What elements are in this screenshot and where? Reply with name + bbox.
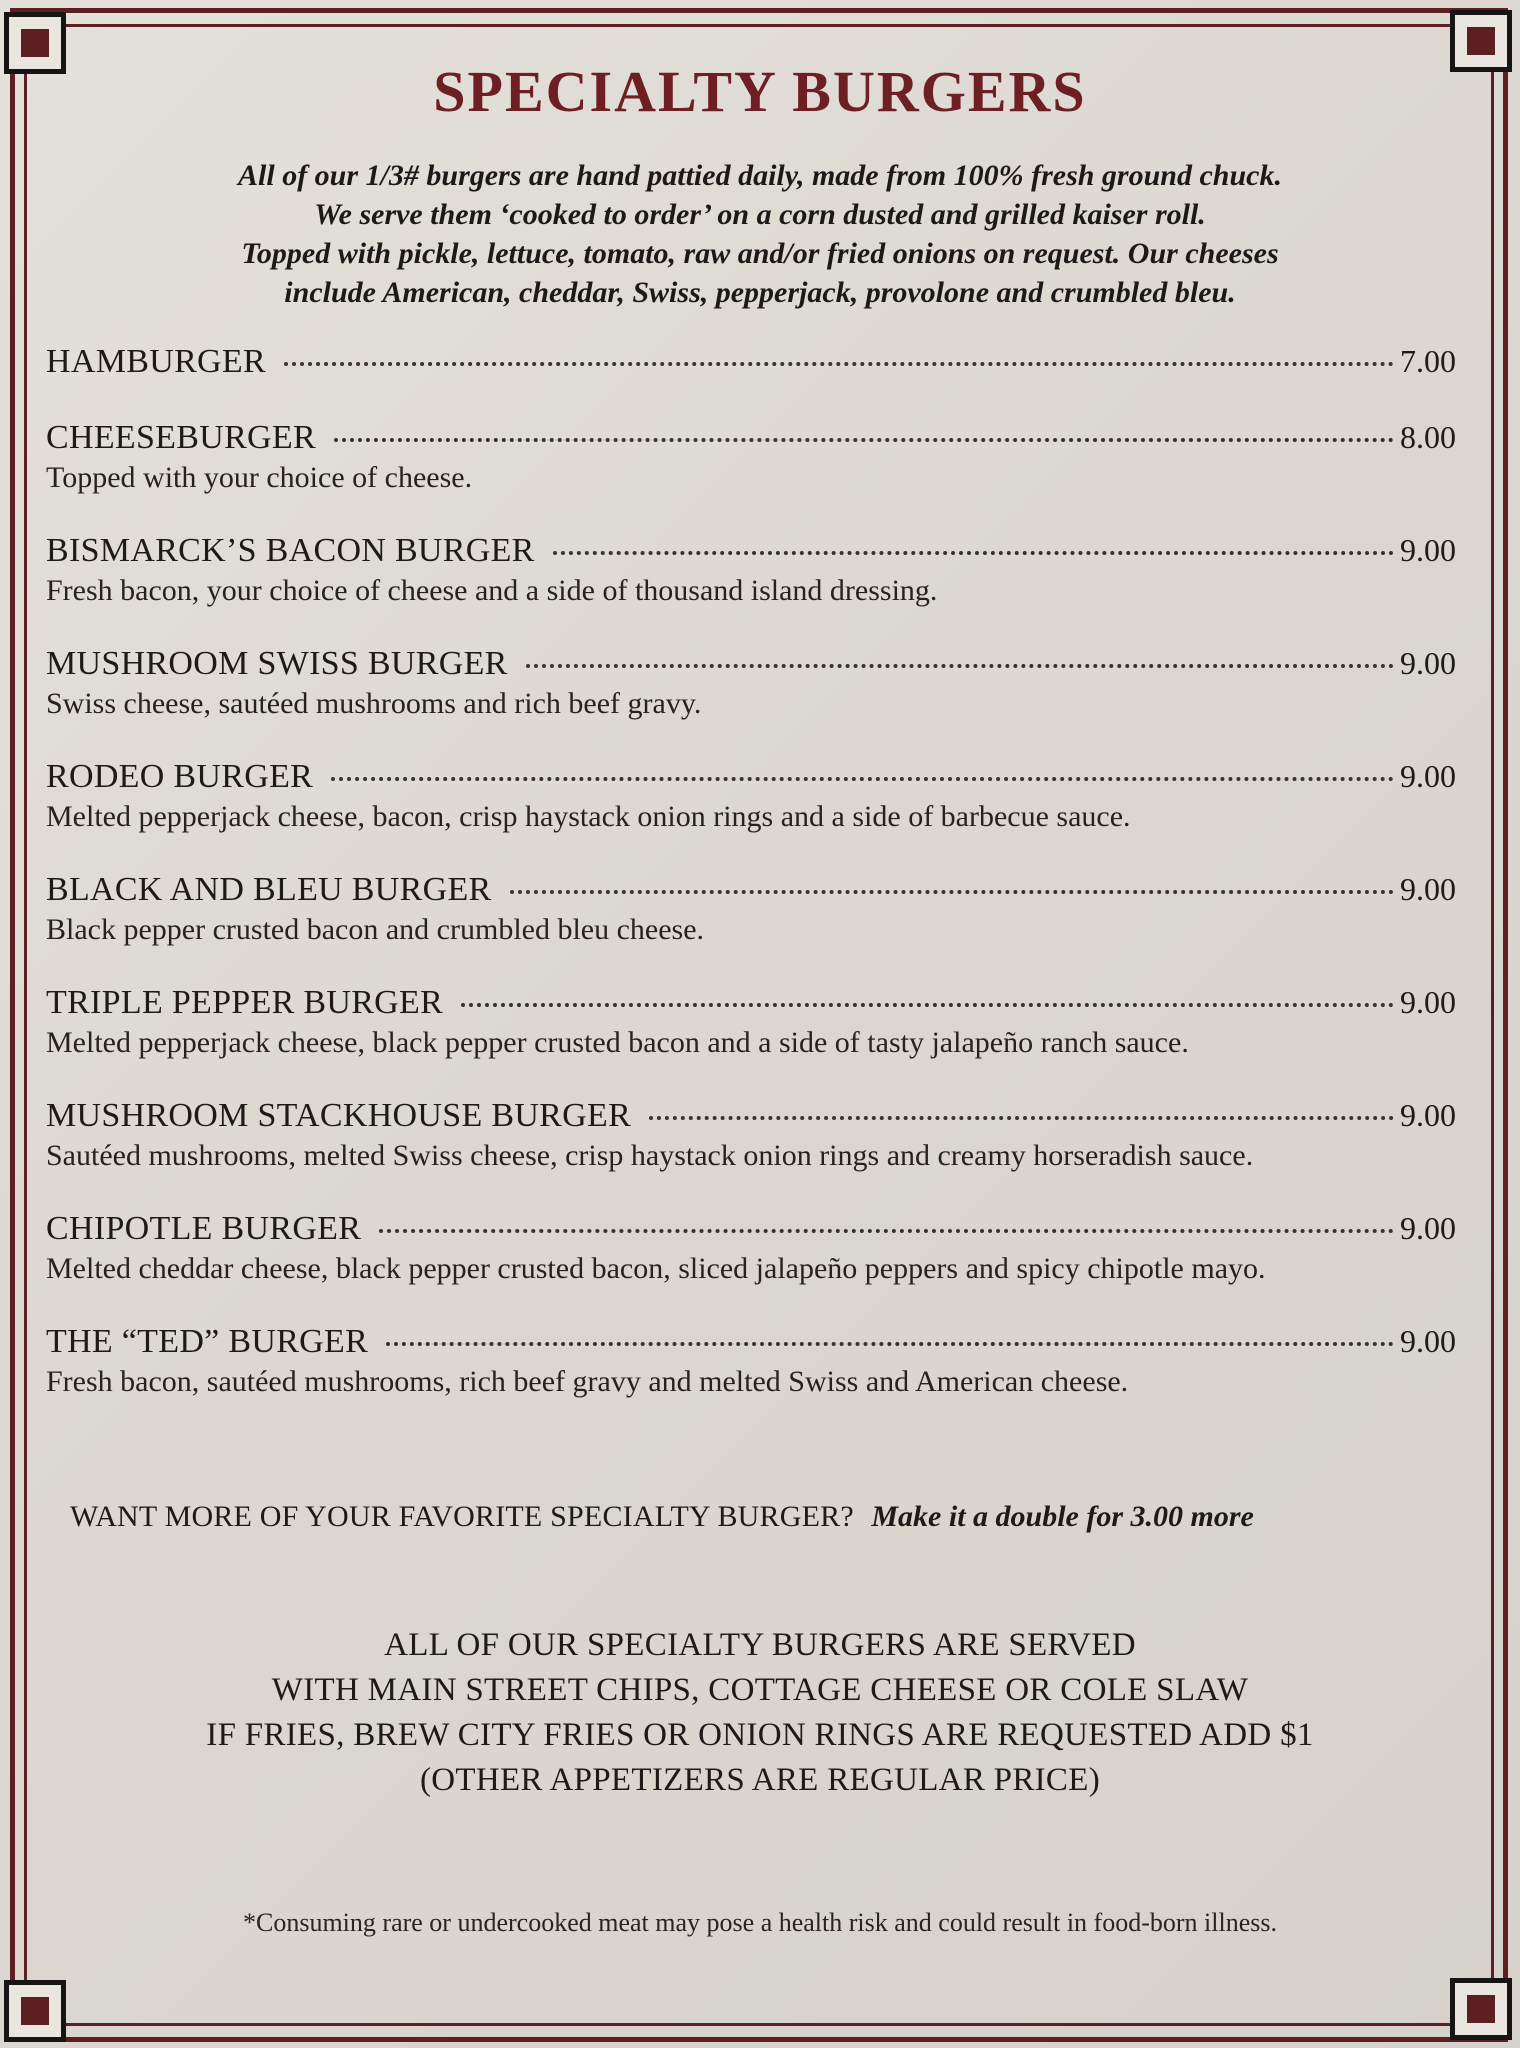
menu-item-chipotle-burger xyxy=(46,1207,1456,1287)
intro-line: All of our 1/3# burgers are hand pattied daily, made from 100% fresh ground chuck. xyxy=(238,159,1282,192)
item-name: RODEO BURGER xyxy=(46,758,314,795)
item-price: 9.00 xyxy=(1400,1323,1456,1359)
item-name: HAMBURGER xyxy=(46,343,266,380)
item-name: BISMARCK’S BACON BURGER xyxy=(46,532,535,569)
item-name: MUSHROOM SWISS BURGER xyxy=(46,645,508,682)
corner-ornament-bottom-left xyxy=(4,1980,66,2042)
item-price: 7.00 xyxy=(1400,343,1456,379)
sides-notice xyxy=(0,1623,1520,1803)
item-description: Sautéed mushrooms, melted Swiss cheese, crisp haystack onion rings and creamy horseradish sauce. xyxy=(46,1139,1254,1172)
intro-text xyxy=(80,156,1440,312)
intro-line: Topped with pickle, lettuce, tomato, raw and/or fried onions on request. Our cheeses xyxy=(241,237,1279,270)
item-price: 9.00 xyxy=(1400,1097,1456,1133)
dot-leader xyxy=(461,1003,1394,1007)
dot-leader xyxy=(331,777,1394,781)
dot-leader xyxy=(386,1342,1394,1346)
item-description: Black pepper crusted bacon and crumbled bleu cheese. xyxy=(46,913,705,946)
item-description: Fresh bacon, your choice of cheese and a side of thousand island dressing. xyxy=(46,574,938,607)
menu-item-list xyxy=(46,340,1456,1433)
item-name: MUSHROOM STACKHOUSE BURGER xyxy=(46,1097,632,1134)
item-name: TRIPLE PEPPER BURGER xyxy=(46,984,444,1021)
dot-leader xyxy=(526,664,1394,668)
item-description: Fresh bacon, sautéed mushrooms, rich beef gravy and melted Swiss and American cheese. xyxy=(46,1365,1129,1398)
health-disclaimer: *Consuming rare or undercooked meat may pose a health risk and could result in food-born illness. xyxy=(243,1908,1277,1937)
menu-item-rodeo-burger xyxy=(46,755,1456,835)
menu-item-ted-burger xyxy=(46,1320,1456,1400)
item-name: BLACK AND BLEU BURGER xyxy=(46,871,492,908)
dot-leader xyxy=(510,890,1395,894)
item-description: Melted pepperjack cheese, bacon, crisp haystack onion rings and a side of barbecue sauce. xyxy=(46,800,1131,833)
page-title: SPECIALTY BURGERS xyxy=(433,59,1087,124)
dot-leader xyxy=(284,362,1394,366)
sides-notice-line: IF FRIES, BREW CITY FRIES OR ONION RINGS ARE REQUESTED ADD $1 xyxy=(206,1717,1314,1753)
dot-leader xyxy=(334,438,1394,442)
dot-leader xyxy=(553,551,1394,555)
item-price: 9.00 xyxy=(1400,1210,1456,1246)
item-price: 9.00 xyxy=(1400,532,1456,568)
sides-notice-line: ALL OF OUR SPECIALTY BURGERS ARE SERVED xyxy=(384,1627,1136,1663)
intro-line: include American, cheddar, Swiss, pepperjack, provolone and crumbled bleu. xyxy=(284,276,1236,309)
item-price: 9.00 xyxy=(1400,645,1456,681)
item-price: 9.00 xyxy=(1400,984,1456,1020)
item-name: THE “TED” BURGER xyxy=(46,1323,369,1360)
item-description: Melted cheddar cheese, black pepper crusted bacon, sliced jalapeño peppers and spicy chipotle mayo. xyxy=(46,1252,1266,1285)
corner-ornament-bottom-right xyxy=(1450,1978,1512,2040)
sides-notice-line: WITH MAIN STREET CHIPS, COTTAGE CHEESE OR COLE SLAW xyxy=(271,1672,1249,1708)
item-description: Topped with your choice of cheese. xyxy=(46,461,473,494)
item-description: Melted pepperjack cheese, black pepper crusted bacon and a side of tasty jalapeño ranch sauce. xyxy=(46,1026,1189,1059)
item-name: CHEESEBURGER xyxy=(46,419,316,456)
menu-item-bismarcks-bacon-burger xyxy=(46,529,1456,609)
item-price: 9.00 xyxy=(1400,871,1456,907)
double-offer xyxy=(70,1500,1450,1534)
double-offer-question: WANT MORE OF YOUR FAVORITE SPECIALTY BURGER? xyxy=(70,1500,854,1533)
sides-notice-line: (OTHER APPETIZERS ARE REGULAR PRICE) xyxy=(419,1762,1100,1798)
menu-item-mushroom-swiss-burger xyxy=(46,642,1456,722)
menu-item-triple-pepper-burger xyxy=(46,981,1456,1061)
menu-item-black-and-bleu-burger xyxy=(46,868,1456,948)
intro-line: We serve them ‘cooked to order’ on a corn dusted and grilled kaiser roll. xyxy=(314,198,1206,231)
menu-item-mushroom-stackhouse-burger xyxy=(46,1094,1456,1174)
item-price: 9.00 xyxy=(1400,758,1456,794)
dot-leader xyxy=(379,1229,1394,1233)
item-name: CHIPOTLE BURGER xyxy=(46,1210,362,1247)
menu-item-hamburger xyxy=(46,340,1456,383)
item-price: 8.00 xyxy=(1400,419,1456,455)
dot-leader xyxy=(649,1116,1394,1120)
menu-item-cheeseburger xyxy=(46,416,1456,496)
item-description: Swiss cheese, sautéed mushrooms and rich beef gravy. xyxy=(46,687,702,720)
double-offer-suggestion: Make it a double for 3.00 more xyxy=(871,1500,1254,1533)
